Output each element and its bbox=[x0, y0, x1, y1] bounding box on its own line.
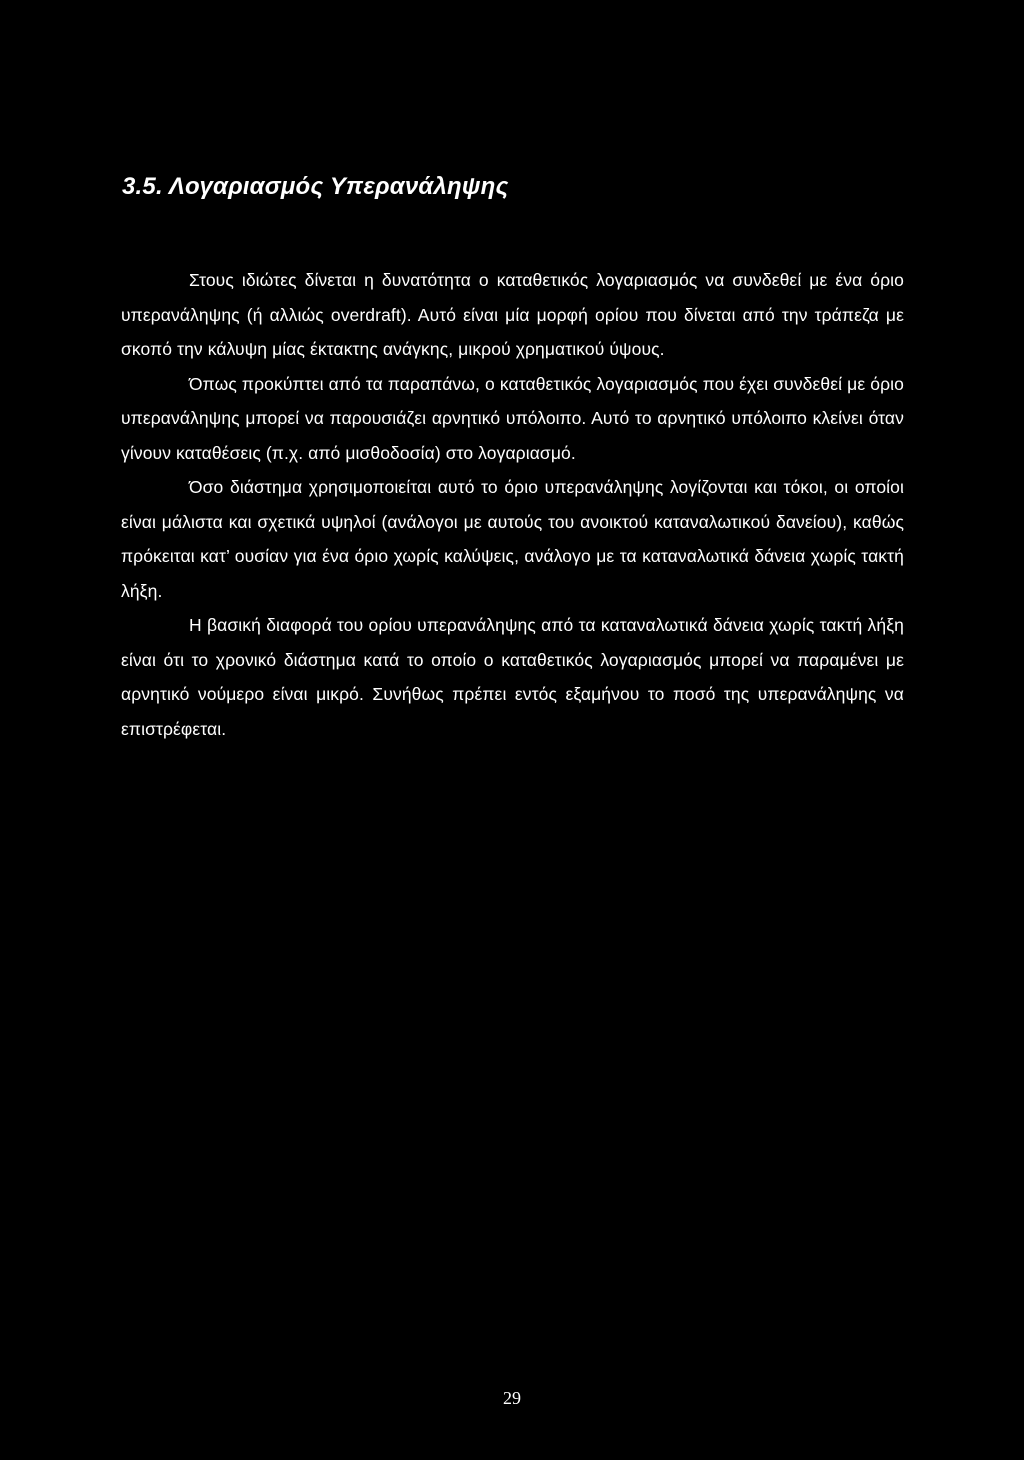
section-heading: 3.5. Λογαριασμός Υπερανάληψης bbox=[122, 173, 509, 200]
paragraph-3: Όσο διάστημα χρησιμοποιείται αυτό το όριο υπερανάληψης λογίζονται και τόκοι, οι οποίοι είναι μάλιστα και σχετικά υψηλοί (ανάλογοι με αυτούς του ανοικτού καταναλωτικού δανείου), καθώς πρόκειται κατ’ ουσίαν για ένα όριο χωρίς καλύψεις, ανάλογο με τα καταναλωτικά δάνεια χωρίς τακτή λήξη. bbox=[121, 477, 904, 601]
paragraph-4: Η βασική διαφορά του ορίου υπερανάληψης από τα καταναλωτικά δάνεια χωρίς τακτή λήξη είναι ότι το χρονικό διάστημα κατά το οποίο ο καταθετικός λογαριασμός μπορεί να παραμένει με αρνητικό νούμερο είναι μικρό. Συνήθως πρέπει εντός εξαμήνου το ποσό της υπερανάληψης να επιστρέφεται. bbox=[121, 615, 904, 739]
paragraph-1: Στους ιδιώτες δίνεται η δυνατότητα ο καταθετικός λογαριασμός να συνδεθεί με ένα όριο υπερανάληψης (ή αλλιώς overdraft). Αυτό είναι μία μορφή ορίου που δίνεται από την τράπεζα με σκοπό την κάλυψη μίας έκτακτης ανάγκης, μικρού χρηματικού ύψους. bbox=[121, 270, 904, 359]
paragraph-2: Όπως προκύπτει από τα παραπάνω, ο καταθετικός λογαριασμός που έχει συνδεθεί με όριο υπερανάληψης μπορεί να παρουσιάζει αρνητικό υπόλοιπο. Αυτό το αρνητικό υπόλοιπο κλείνει όταν γίνουν καταθέσεις (π.χ. από μισθοδοσία) στο λογαριασμό. bbox=[121, 373, 904, 463]
body-text bbox=[121, 263, 904, 746]
page-number: 29 bbox=[503, 1388, 521, 1408]
